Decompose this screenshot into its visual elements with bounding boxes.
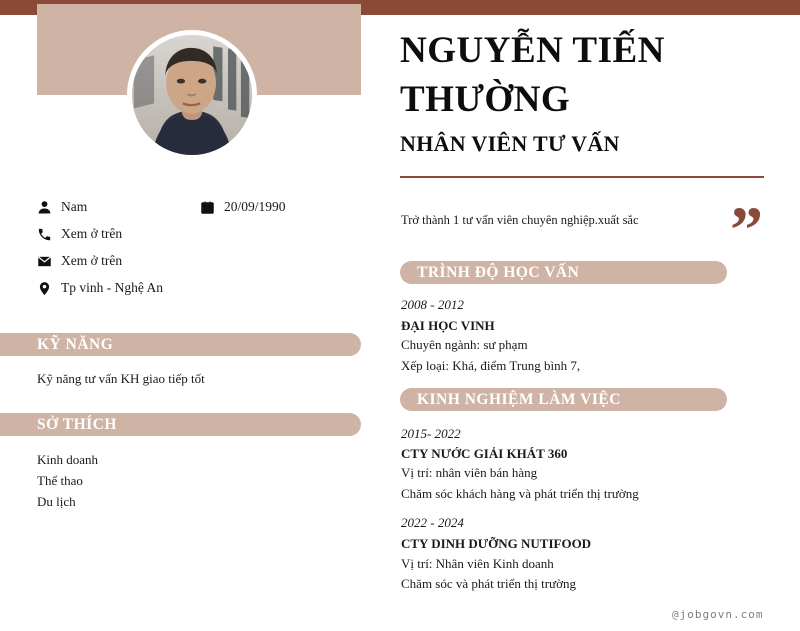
experience-period: 2015- 2022 [401,426,461,441]
experience-detail: Vị trí: Nhân viên Kinh doanh [401,556,554,571]
education-school: ĐẠI HỌC VINH [401,318,495,333]
skills-heading: KỸ NĂNG [37,336,114,353]
phone-field [37,225,122,243]
person-icon [37,200,52,215]
education-detail: Xếp loại: Khá, điểm Trung bình 7, [401,358,581,373]
name-line-2: THƯỜNG [400,79,571,120]
contact-row-1 [37,198,361,225]
hobby-item: Du lịch [37,494,76,509]
education-section-header [400,261,727,284]
objective-text: Trở thành 1 tư vấn viên chuyên nghiệp.xuất sắc [401,213,639,227]
gender-value: Nam [61,199,88,214]
experience-period: 2022 - 2024 [401,515,464,530]
contact-list [37,198,361,306]
experience-detail: Chăm sóc khách hàng và phát triển thị trường [401,486,639,501]
skills-item: Kỹ năng tư vấn KH giao tiếp tốt [37,371,205,386]
avatar-photo [132,35,252,155]
education-detail: Chuyên ngành: sư phạm [401,337,528,352]
contact-row-2 [37,225,361,252]
watermark: @jobgovn.com [672,608,764,621]
divider-line [400,176,764,178]
experience-company: CTY DINH DƯỠNG NUTIFOOD [401,536,592,551]
phone-value: Xem ở trên [61,226,123,241]
skills-section-header [0,333,361,356]
hobby-item: Thể thao [37,473,83,488]
experience-detail: Vị trí: nhân viên bán hàng [401,465,538,480]
email-value: Xem ở trên [61,253,123,268]
hobbies-heading: SỞ THÍCH [37,416,117,433]
education-period: 2008 - 2012 [401,297,464,312]
candidate-name [400,26,750,124]
quote-icon: ” [730,194,763,267]
avatar [127,30,257,160]
contact-row-3 [37,252,361,279]
address-field [37,279,163,297]
hobby-item: Kinh doanh [37,452,99,467]
birthday-value: 20/09/1990 [224,199,286,214]
experience-heading: KINH NGHIỆM LÀM VIỆC [417,391,621,408]
gender-field [37,198,87,216]
experience-detail: Chăm sóc và phát triển thị trường [401,576,576,591]
experience-section-header [400,388,727,411]
job-title: NHÂN VIÊN TƯ VẤN [400,131,620,156]
experience-company: CTY NƯỚC GIẢI KHÁT 360 [401,446,568,461]
education-heading: TRÌNH ĐỘ HỌC VẤN [417,264,580,281]
name-line-1: NGUYỄN TIẾN [400,30,665,71]
location-icon [37,281,52,296]
hobbies-section-header [0,413,361,436]
mail-icon [37,254,52,269]
birthday-field [200,198,286,216]
calendar-icon [200,200,215,215]
contact-row-4 [37,279,361,306]
phone-icon [37,227,52,242]
address-value: Tp vinh - Nghệ An [61,280,163,295]
email-field [37,252,122,270]
